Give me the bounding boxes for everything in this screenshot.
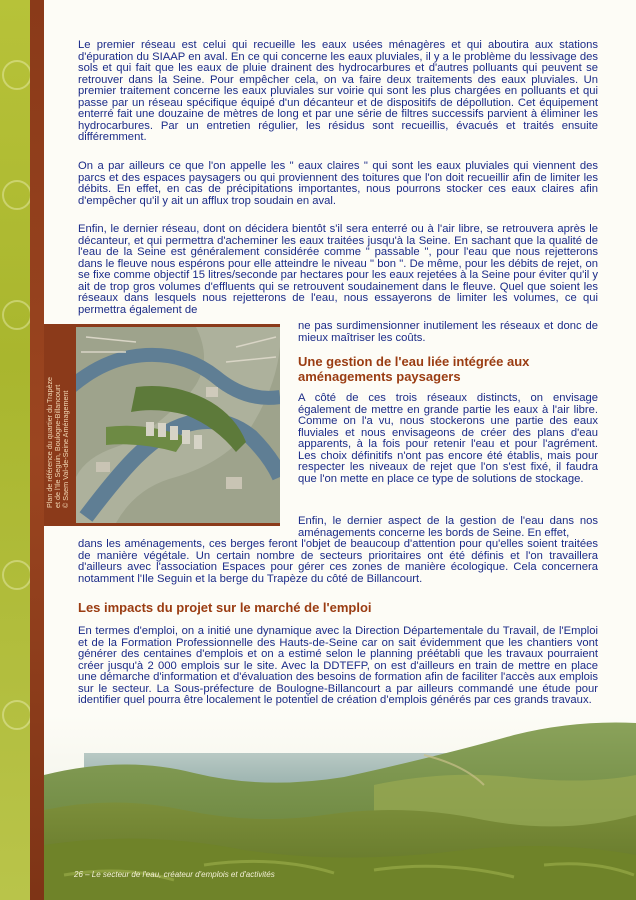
heading-employment-impact: Les impacts du projet sur le marché de l'emploi [78, 600, 372, 615]
caption-line-3: © Saem Val-de-Seine Aménagement [61, 390, 70, 508]
paragraph-last-network: Enfin, le dernier réseau, dont on décidera bientôt s'il sera enterré ou à l'air libre, se retrouvera après le décanteur, et qui permettra d'acheminer les eaux traitées jusqu'à la Seine. En sachant que la qualité de l'eau de la Seine est généralement considérée comme " passable ", pour l'eau que nous rejetterons dans le fleuve nous espérons pour elle atteindre le niveau " bon ". De même, pour les débits de rejet, on se fixe comme objectif 15 litres/seconde par hectares pour les eaux rejetées à la Seine pour éviter qu'il y ait de trop gros volumes d'effluents qui se retrouvent soudainement dans le fleuve. Quel que soient les réseaux dans lesquels nous rejetterons de l'eau, nous essayerons de limiter les volumes, ce qui permettra également de [78, 223, 598, 316]
heading-water-management: Une gestion de l'eau liée intégrée aux aménagements paysagers [298, 354, 530, 384]
paragraph-seine-banks-continued: dans les aménagements, ces berges feront l'objet de beaucoup d'attention pour qu'elles soient traitées de manière végétale. Un certain nombre de secteurs prioritaires ont été définis et l'on travaillera d'ailleurs avec l'association Espaces pour gérer ces zones de manière écologique. Cela concernera notamment l'Ile Seguin et la berge du Trapèze du côté de Billancourt. [78, 538, 598, 585]
swirl-ornament [2, 60, 32, 90]
swirl-ornament [2, 560, 32, 590]
paragraph-last-network-continued: ne pas surdimensionner inutilement les réseaux et donc de mieux maîtriser les coûts. [298, 320, 598, 344]
reference-plan-map [76, 327, 280, 523]
paragraph-open-air-waters: A côté de ces trois réseaux distincts, on envisage également de mettre en grande partie les eaux à l'air libre. Comme on l'a vu, nous stockerons une partie des eaux fluviales et nous envisageons de créer des plans d'eau apparents, à la fois pour retenir l'eau et pour l'agrément. Les choix définitifs n'ont pas encore été établis, mais pour respecter les niveaux de rejet que l'on s'est fixé, il faudra que l'on mette en place ce type de solutions de stockage. [298, 392, 598, 485]
paragraph-seine-banks: Enfin, le dernier aspect de la gestion de l'eau dans nos aménagements concerne les bords de Seine. En effet, [298, 515, 598, 539]
paragraph-clear-water: On a par ailleurs ce que l'on appelle les " eaux claires " qui sont les eaux pluviales qui viennent des parcs et des espaces paysagers ou qui proviennent des toitures que l'on doit recueillir afin de limiter les débits. En effet, en cas de précipitations importantes, nous pourrons stocker ces eaux claires afin d'empêcher qu'il y ait un afflux trop soudain en aval. [78, 160, 598, 207]
page-footer: 26 – Le secteur de l'eau, créateur d'emplois et d'activités [74, 870, 275, 879]
swirl-ornament [2, 180, 32, 210]
left-decorative-band [0, 0, 30, 900]
swirl-ornament [2, 700, 32, 730]
paragraph-sewage-networks: Le premier réseau est celui qui recueille les eaux usées ménagères et qui aboutira aux stations d'épuration du SIAAP en aval. En ce qui concerne les eaux pluviales, il y a le problème du lessivage des sols et qui fait que les eaux de pluie drainent des hydrocarbures et d'autres polluants qui peuvent se retrouver dans la Seine. Pour empêcher cela, on va faire deux traitements des eaux pluviales. Un premier traitement concerne les eaux pluviales sur voirie qui sont les plus chargées en polluants et qui passe par un réseau spécifique équipé d'un décanteur et de dispositifs de dépollution. Cet équipement enterré fait une douzaine de mètres de long et par une série de filtres successifs parvient à éliminer les hydrocarbures. Par un entretien régulier, les résidus sont recueillis, évacués et traités ensuite différemment. [78, 39, 598, 143]
swirl-ornament [2, 300, 32, 330]
paragraph-employment: En termes d'emploi, on a initié une dynamique avec la Direction Départementale du Travail, de l'Emploi et de la Formation Professionnelle des Hauts-de-Seine car on sait évidemment que les chantiers vont générer des centaines d'emplois et on a estimé selon le planning préétabli que les travaux pourraient créer jusqu'à 2 000 emplois sur le site. Avec la DDTEFP, on est d'ailleurs en train de mettre en place une démarche d'information et d'évaluation des besoins de formation afin de faciliter l'accès aux emplois sur le secteur. La Sous-préfecture de Boulogne-Billancourt a par ailleurs commandé une étude pour identifier quel pourra être localement le potentiel de création d'emplois générés par ces grands travaux. [78, 625, 598, 706]
caption-line-2: et de l'Ile Seguin, Boulogne-Billancourt [53, 384, 62, 508]
caption-line-1: Plan de référence du quartier du Trapèze [45, 376, 54, 508]
map-frame [44, 324, 280, 526]
map-caption [44, 318, 70, 508]
left-brown-stripe [30, 0, 44, 900]
